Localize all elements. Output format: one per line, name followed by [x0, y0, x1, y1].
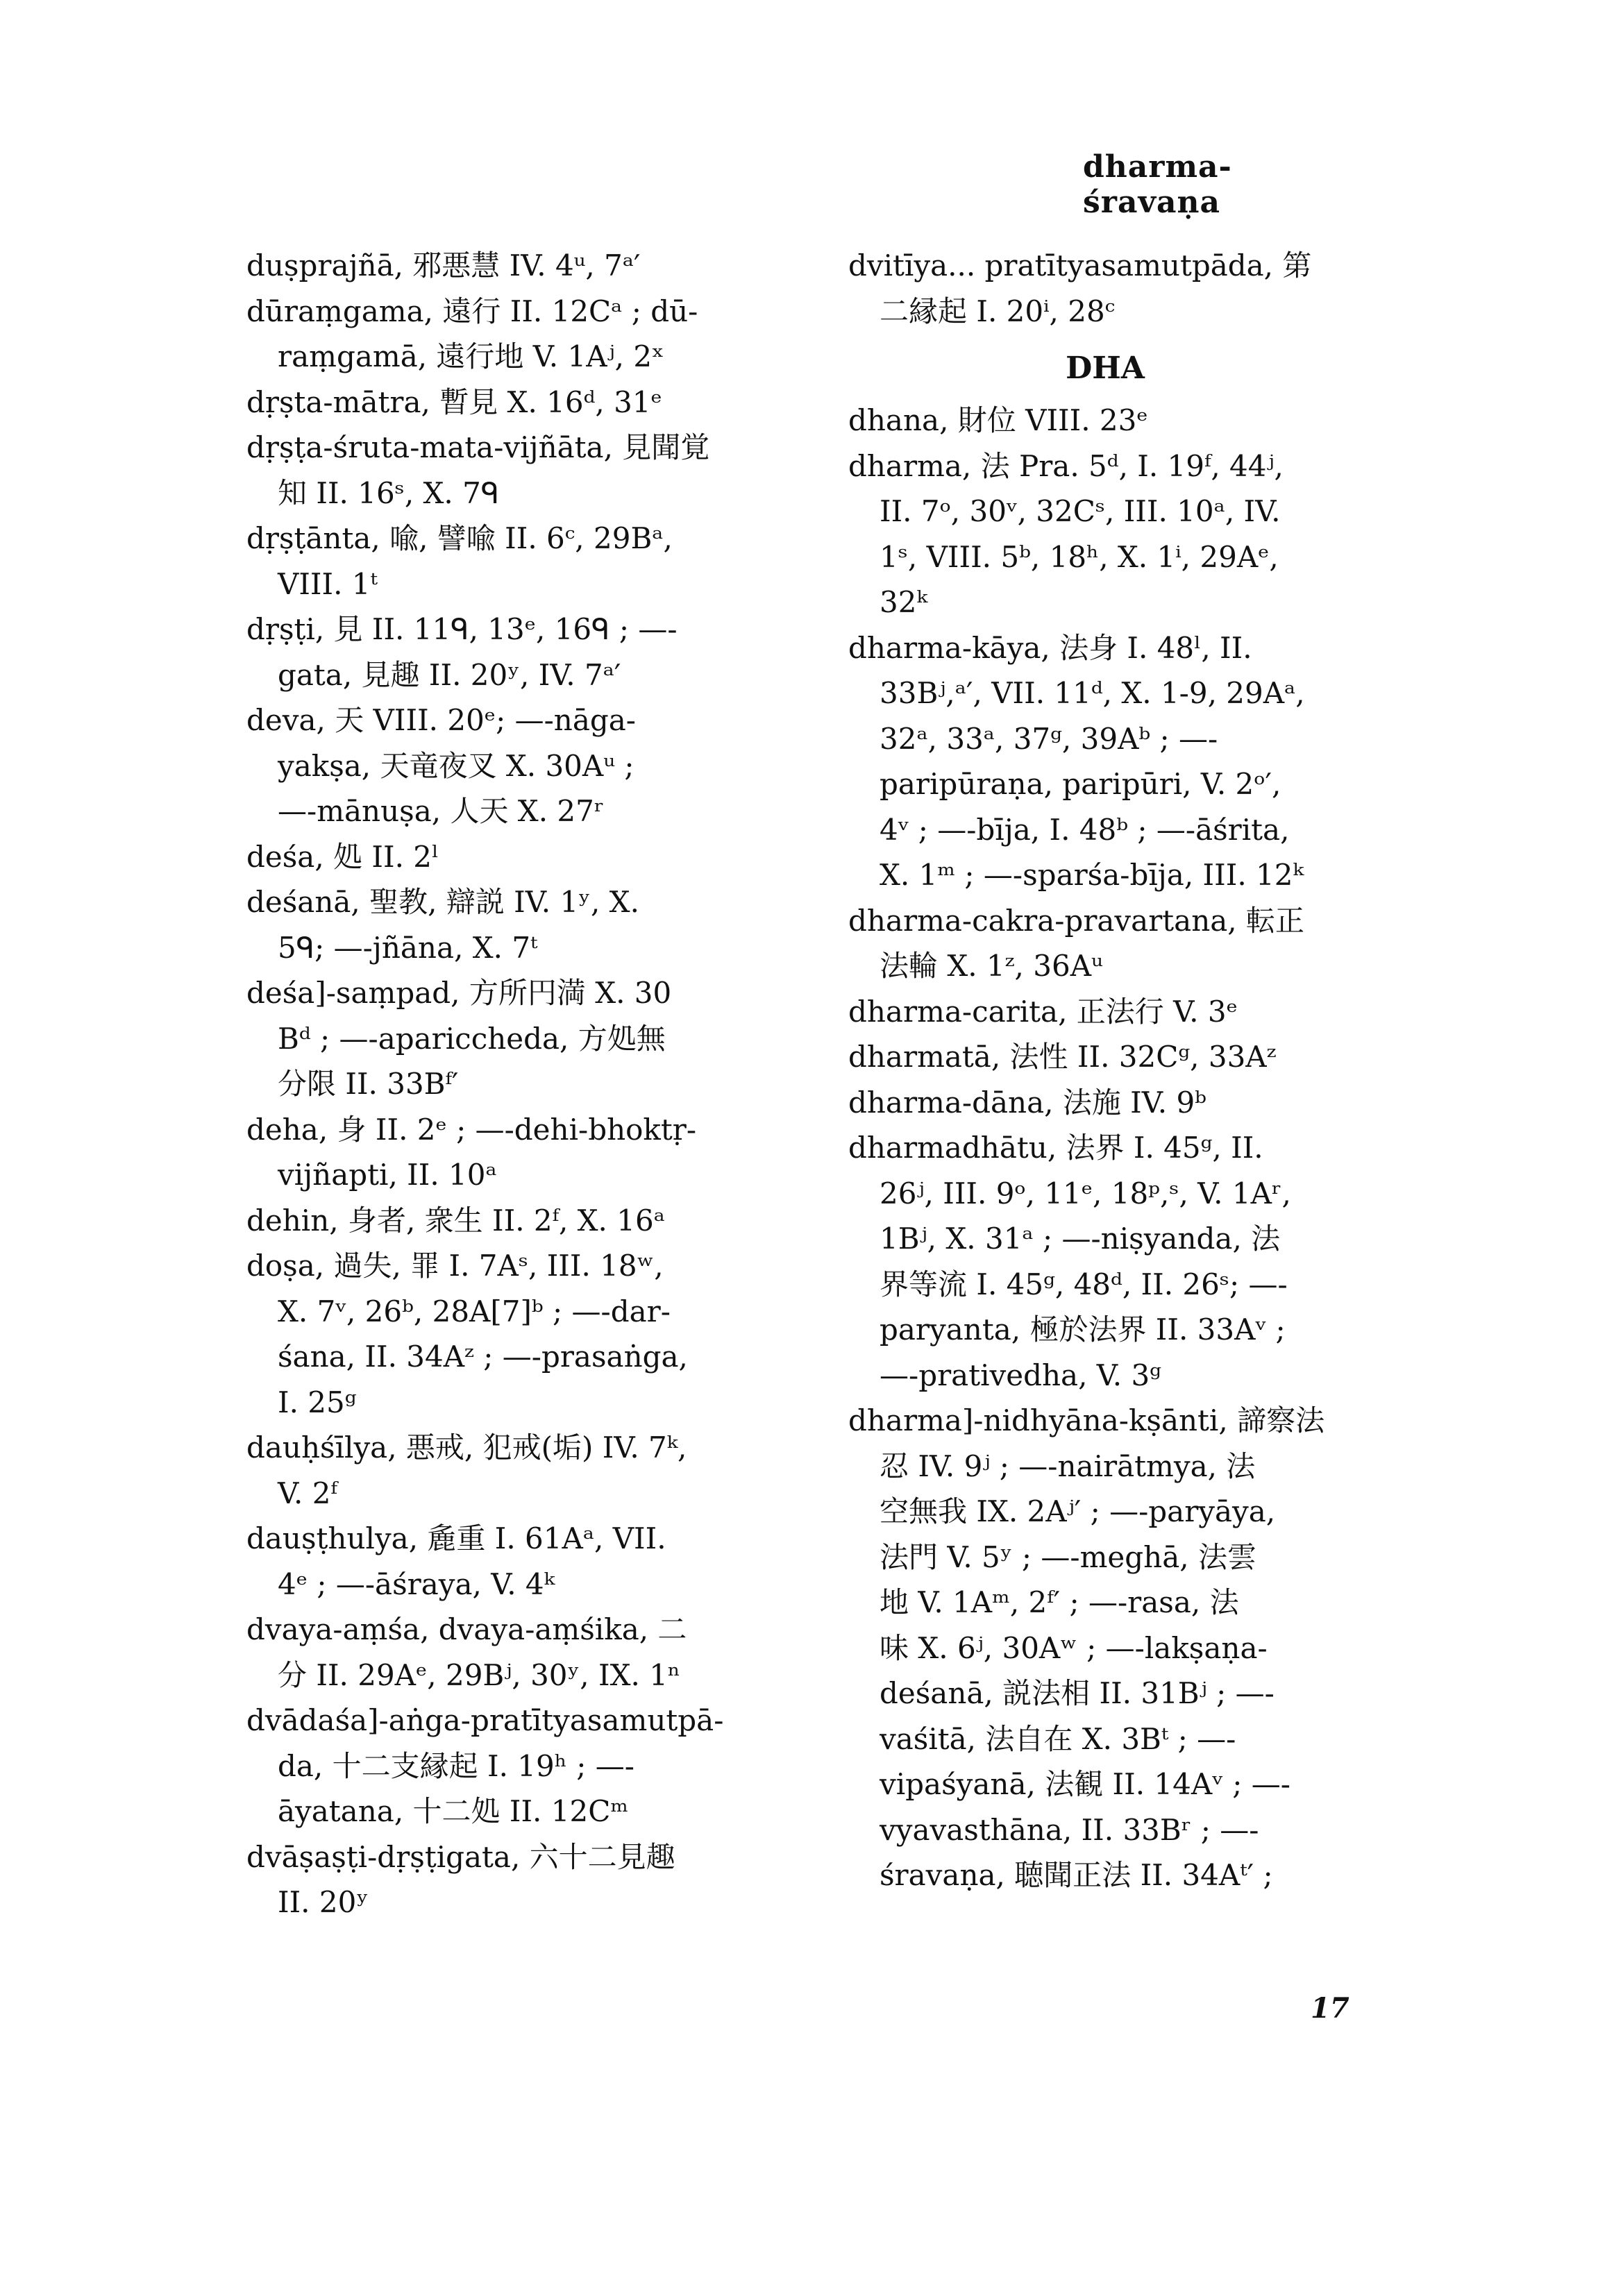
index-line: āyatana, 十二処 II. 12Cᵐ: [278, 1794, 629, 1828]
index-line: 分限 II. 33Bᶠ′: [278, 1067, 459, 1101]
index-line: 33Bʲ,ᵃ′, VII. 11ᵈ, X. 1-9, 29Aᵃ,: [880, 676, 1305, 710]
index-line: deśa, 処 II. 2ˡ: [246, 839, 439, 874]
index-line: dvaya-aṃśa, dvaya-aṃśika, 二: [246, 1612, 687, 1646]
running-head: dharma-śravaṇa: [1083, 149, 1232, 220]
index-line: dharma-kāya, 法身 I. 48ˡ, II.: [848, 630, 1252, 665]
index-line: 4ᵛ ; —-bīja, I. 48ᵇ ; —-āśrita,: [880, 812, 1290, 847]
index-line: gata, 見趣 II. 20ʸ, IV. 7ᵃ′: [278, 657, 621, 692]
index-line: yakṣa, 天竜夜叉 X. 30Aᵘ ;: [278, 748, 634, 783]
index-line: paryanta, 極於法界 II. 33Aᵛ ;: [880, 1312, 1286, 1347]
page-number: 17: [1311, 1992, 1349, 2025]
index-line: 1Bʲ, X. 31ᵃ ; —-niṣyanda, 法: [880, 1222, 1281, 1256]
left-column: [246, 243, 802, 1925]
index-line: doṣa, 過失, 罪 I. 7Aˢ, III. 18ʷ,: [246, 1249, 664, 1283]
index-line: dharmadhātu, 法界 I. 45ᵍ, II.: [848, 1131, 1263, 1165]
index-line: dṛṣṭi, 見 II. 11ᑫ, 13ᵉ, 16ᑫ ; —-: [246, 612, 678, 646]
right-column-entries: [848, 398, 1404, 1898]
index-line: dharma]-nidhyāna-kṣānti, 諦察法: [848, 1403, 1325, 1437]
index-line: dṛṣṭa-śruta-mata-vijñāta, 見聞覚: [246, 430, 710, 464]
index-line: deśa]-saṃpad, 方所円満 X. 30: [246, 976, 672, 1010]
index-line: dvitīya... pratītyasamutpāda, 第: [848, 248, 1312, 282]
index-line: 二縁起 I. 20ⁱ, 28ᶜ: [880, 294, 1116, 328]
index-line: V. 2ᶠ: [278, 1476, 337, 1510]
index-line: dharma-carita, 正法行 V. 3ᵉ: [848, 994, 1238, 1029]
index-line: 5ᑫ; —-jñāna, X. 7ᵗ: [278, 930, 538, 965]
right-column-top-entries: [848, 243, 1404, 334]
index-line: 26ʲ, III. 9ᵒ, 11ᵉ, 18ᵖ,ˢ, V. 1Aʳ,: [880, 1176, 1291, 1210]
index-line: 32ᵏ: [880, 585, 927, 619]
index-line: 界等流 I. 45ᵍ, 48ᵈ, II. 26ˢ; —-: [880, 1267, 1288, 1301]
index-line: II. 20ʸ: [278, 1885, 369, 1919]
section-heading: DHA: [1066, 351, 1145, 386]
index-line: 32ᵃ, 33ᵃ, 37ᵍ, 39Aᵇ ; —-: [880, 721, 1218, 756]
index-line: dhana, 財位 VIII. 23ᵉ: [848, 403, 1148, 437]
index-line: I. 25ᵍ: [278, 1385, 357, 1419]
index-line: dharmatā, 法性 II. 32Cᵍ, 33Aᶻ: [848, 1040, 1277, 1074]
index-line: dehin, 身者, 衆生 II. 2ᶠ, X. 16ᵃ: [246, 1203, 665, 1238]
index-line: dṛṣṭānta, 喩, 譬喩 II. 6ᶜ, 29Bᵃ,: [246, 521, 673, 555]
index-line: da, 十二支縁起 I. 19ʰ ; —-: [278, 1748, 634, 1783]
index-line: dharma-cakra-pravartana, 転正: [848, 903, 1304, 938]
index-line: 法門 V. 5ʸ ; —-meghā, 法雲: [880, 1539, 1256, 1574]
index-line: 空無我 IX. 2Aʲ′ ; —-paryāya,: [880, 1494, 1276, 1528]
index-line: 知 II. 16ˢ, X. 7ᑫ: [278, 475, 500, 510]
index-line: vyavasthāna, II. 33Bʳ ; —-: [880, 1812, 1259, 1847]
index-line: dauḥśīlya, 悪戒, 犯戒(垢) IV. 7ᵏ,: [246, 1430, 687, 1464]
index-line: X. 7ᵛ, 26ᵇ, 28A[7]ᵇ ; —-dar-: [278, 1294, 671, 1328]
index-line: II. 7ᵒ, 30ᵛ, 32Cˢ, III. 10ᵃ, IV.: [880, 494, 1281, 528]
index-line: duṣprajñā, 邪悪慧 IV. 4ᵘ, 7ᵃ′: [246, 248, 641, 282]
index-line: dṛṣta-mātra, 暫見 X. 16ᵈ, 31ᵉ: [246, 385, 662, 419]
index-line: VIII. 1ᵗ: [278, 566, 378, 601]
index-line: 味 X. 6ʲ, 30Aʷ ; —-lakṣaṇa-: [880, 1630, 1268, 1665]
index-line: dharma-dāna, 法施 IV. 9ᵇ: [848, 1085, 1206, 1120]
index-line: vaśitā, 法自在 X. 3Bᵗ ; —-: [880, 1721, 1236, 1756]
index-line: 分 II. 29Aᵉ, 29Bʲ, 30ʸ, IX. 1ⁿ: [278, 1657, 681, 1692]
index-line: raṃgamā, 遠行地 V. 1Aʲ, 2ˣ: [278, 339, 664, 373]
index-line: deva, 天 VIII. 20ᵉ; —-nāga-: [246, 703, 636, 737]
index-line: dūraṃgama, 遠行 II. 12Cᵃ ; dū-: [246, 294, 698, 328]
index-line: 地 V. 1Aᵐ, 2ᶠ′ ; —-rasa, 法: [880, 1585, 1239, 1619]
index-line: dauṣṭhulya, 麁重 I. 61Aᵃ, VII.: [246, 1521, 666, 1555]
index-line: deha, 身 II. 2ᵉ ; —-dehi-bhoktṛ-: [246, 1112, 697, 1147]
index-line: Bᵈ ; —-apariccheda, 方処無: [278, 1021, 666, 1056]
index-line: X. 1ᵐ ; —-sparśa-bīja, III. 12ᵏ: [880, 858, 1304, 892]
index-line: 4ᵉ ; —-āśraya, V. 4ᵏ: [278, 1567, 555, 1601]
index-line: deśanā, 説法相 II. 31Bʲ ; —-: [880, 1676, 1275, 1710]
index-line: vipaśyanā, 法観 II. 14Aᵛ ; —-: [880, 1767, 1290, 1801]
index-line: —-mānuṣa, 人天 X. 27ʳ: [278, 794, 605, 828]
index-line: 法輪 X. 1ᶻ, 36Aᵘ: [880, 949, 1103, 983]
index-line: paripūraṇa, paripūri, V. 2ᵒ′,: [880, 767, 1281, 801]
index-line: 忍 IV. 9ʲ ; —-nairātmya, 法: [880, 1449, 1256, 1483]
index-line: deśanā, 聖教, 辯説 IV. 1ʸ, X.: [246, 885, 639, 919]
right-column: [848, 243, 1404, 1898]
index-line: dvāṣaṣṭi-dṛṣṭigata, 六十二見趣: [246, 1839, 675, 1874]
index-line: śravaṇa, 聴聞正法 II. 34Aᵗ′ ;: [880, 1858, 1273, 1892]
index-line: śana, II. 34Aᶻ ; —-prasaṅga,: [278, 1340, 688, 1374]
index-line: vijñapti, II. 10ᵃ: [278, 1158, 497, 1192]
index-line: —-prativedha, V. 3ᵍ: [880, 1358, 1161, 1392]
index-line: dvādaśa]-aṅga-pratītyasamutpā-: [246, 1703, 724, 1737]
index-line: 1ˢ, VIII. 5ᵇ, 18ʰ, X. 1ⁱ, 29Aᵉ,: [880, 539, 1279, 574]
index-line: dharma, 法 Pra. 5ᵈ, I. 19ᶠ, 44ʲ,: [848, 448, 1284, 483]
